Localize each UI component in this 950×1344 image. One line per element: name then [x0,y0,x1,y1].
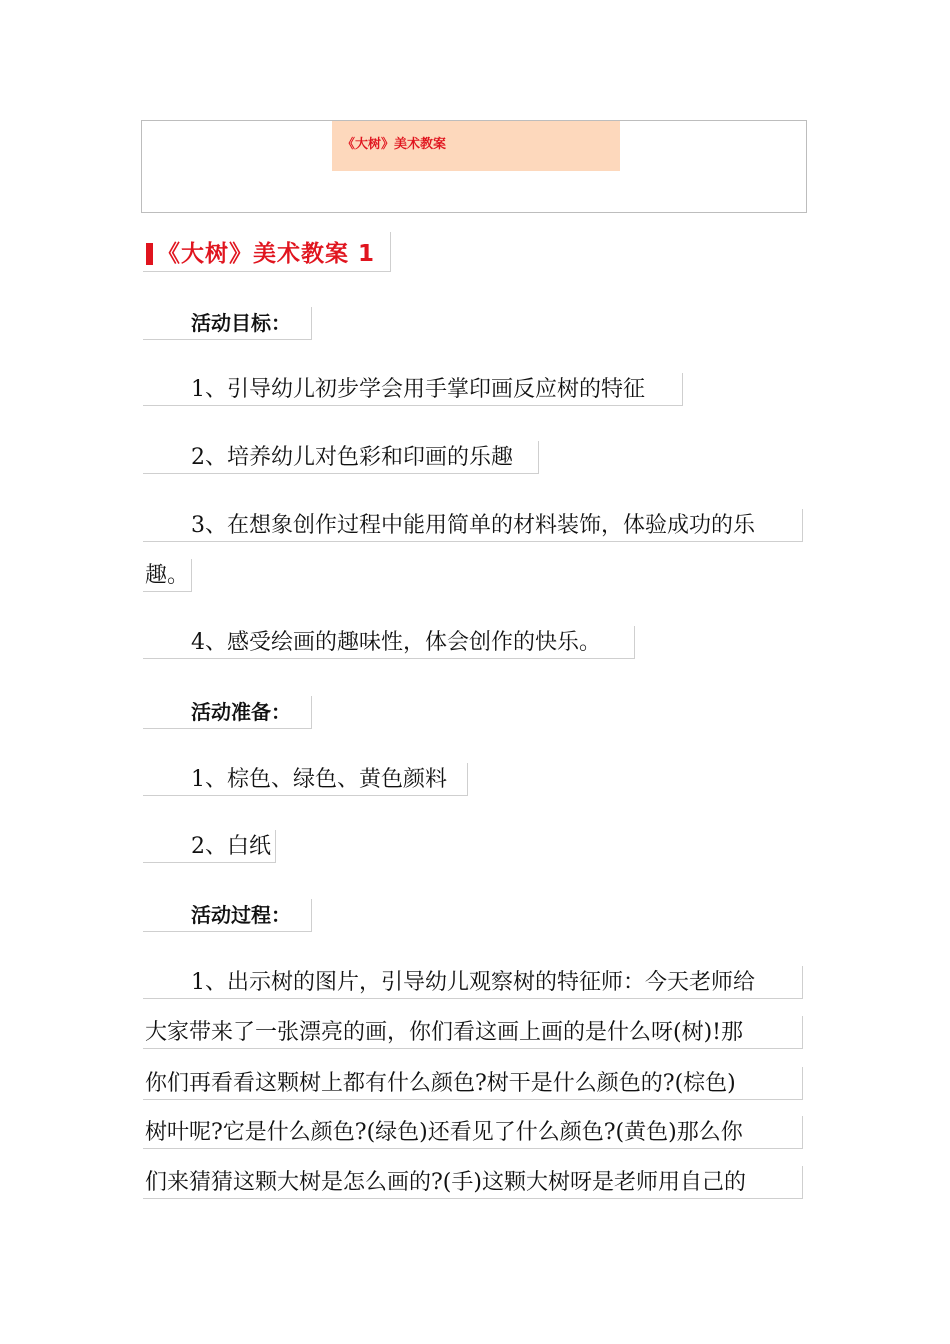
subheading-preparation: 活动准备： [143,696,312,729]
paragraph-line: 2、培养幼儿对色彩和印画的乐趣 [143,441,539,474]
paragraph-line: 1、棕色、绿色、黄色颜料 [143,763,468,796]
paragraph-line: 3、在想象创作过程中能用简单的材料装饰，体验成功的乐 [143,509,803,542]
header-title: 《大树》美术教案 [342,137,447,152]
paragraph-line: 1、出示树的图片，引导幼儿观察树的特征师：今天老师给 [143,966,803,999]
paragraph-line: 1、引导幼儿初步学会用手掌印画反应树的特征 [143,373,683,406]
header-box [141,120,807,213]
paragraph-line: 4、感受绘画的趣味性，体会创作的快乐。 [143,626,635,659]
heading-text: 《大树》美术教案 1 [157,241,376,267]
subheading-process: 活动过程： [143,899,312,932]
paragraph-line: 你们再看看这颗树上都有什么颜色?树干是什么颜色的?(棕色) [143,1067,803,1100]
paragraph-line: 树叶呢?它是什么颜色?(绿色)还看见了什么颜色?(黄色)那么你 [143,1116,803,1149]
paragraph-line: 大家带来了一张漂亮的画，你们看这画上画的是什么呀(树)!那 [143,1016,803,1049]
heading-marker [146,243,153,265]
section-heading [143,232,391,272]
paragraph-line: 们来猜猜这颗大树是怎么画的?(手)这颗大树呀是老师用自己的 [143,1166,803,1199]
subheading-goals: 活动目标： [143,307,312,340]
paragraph-line: 2、白纸 [143,830,276,863]
paragraph-line: 趣。 [143,559,192,592]
header-tab [332,121,620,171]
